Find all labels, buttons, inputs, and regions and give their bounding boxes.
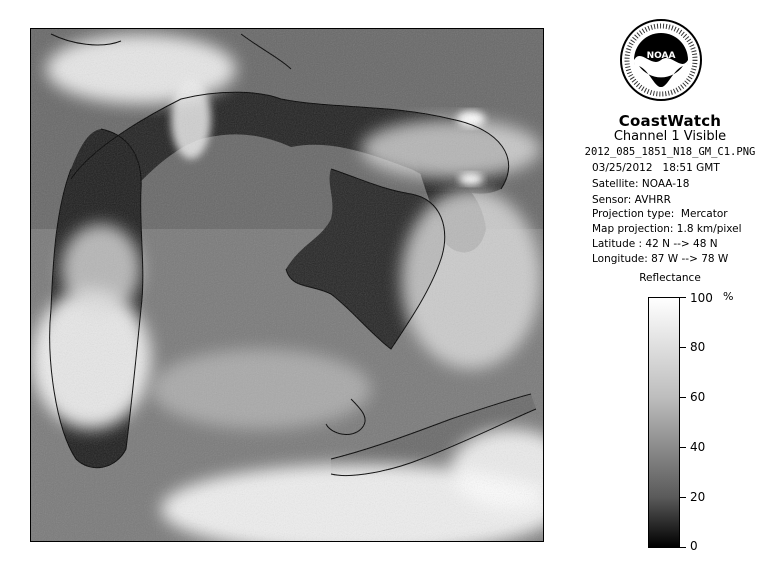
colorbar-tick-label: 80	[690, 340, 706, 354]
colorbar-tick-label: 0	[690, 539, 698, 553]
colorbar-tick	[680, 447, 686, 448]
colorbar-tick	[680, 397, 686, 398]
map-projection: Map projection: 1.8 km/pixel	[592, 223, 742, 235]
satellite-image-canvas	[31, 29, 543, 541]
colorbar-tick	[680, 547, 686, 548]
projection-type: Projection type: Mercator	[592, 208, 728, 220]
colorbar-tick-label: 40	[690, 440, 706, 454]
satellite-info: Satellite: NOAA-18	[592, 178, 690, 190]
satellite-image	[30, 28, 544, 542]
colorbar-tick-label: 100	[690, 291, 713, 305]
colorbar-unit: %	[723, 290, 734, 303]
colorbar-title: Reflectance	[639, 272, 701, 284]
colorbar-tick-label: 20	[690, 490, 706, 504]
colorbar-tick	[680, 347, 686, 348]
colorbar-tick-label: 60	[690, 390, 706, 404]
latitude-range: Latitude : 42 N --> 48 N	[592, 238, 718, 250]
longitude-range: Longitude: 87 W --> 78 W	[592, 253, 729, 265]
sensor-info: Sensor: AVHRR	[592, 194, 671, 206]
channel-label: Channel 1 Visible	[613, 129, 727, 144]
reflectance-colorbar	[648, 297, 680, 548]
image-texture	[31, 29, 543, 541]
noaa-logo	[619, 18, 703, 102]
colorbar-tick	[680, 497, 686, 498]
colorbar-tick	[680, 297, 686, 298]
datetime: 03/25/2012 18:51 GMT	[592, 162, 720, 174]
file-name: 2012_085_1851_N18_GM_C1.PNG	[584, 146, 756, 158]
brand-title: CoastWatch	[618, 112, 722, 130]
logo-text: NOAA	[646, 51, 676, 61]
